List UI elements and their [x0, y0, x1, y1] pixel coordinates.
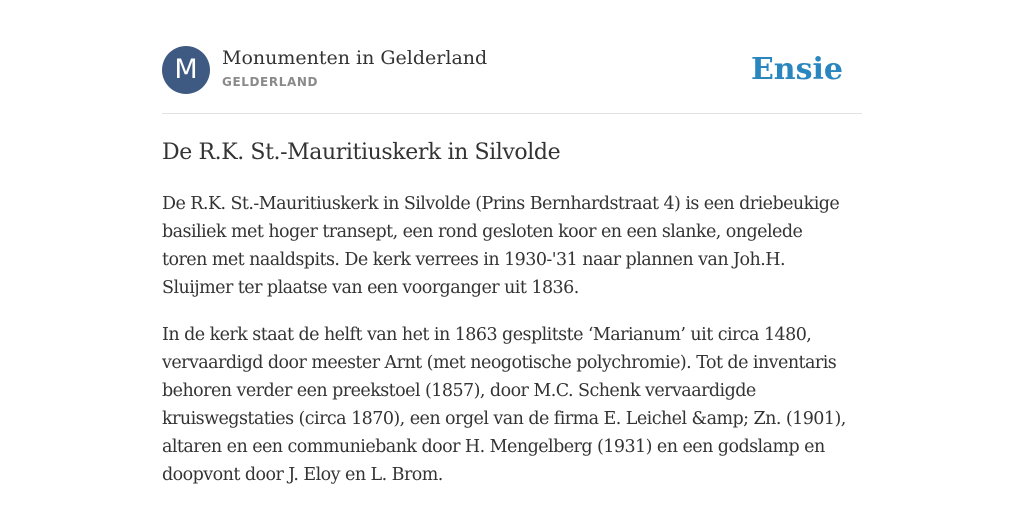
brand-logo[interactable]: Ensie — [750, 52, 843, 87]
text-line: De R.K. St.-Mauritiuskerk in Silvolde (Prins Bernhardstraat 4) is een driebeukige — [162, 194, 840, 214]
header — [162, 46, 862, 96]
text-line: behoren verder een preekstoel (1857), door M.C. Schenk vervaardigde — [162, 381, 756, 401]
divider — [162, 113, 862, 114]
text-line: In de kerk staat de helft van het in 1863 gesplitste ‘Marianum’ uit circa 1480, — [162, 325, 812, 345]
text-line: altaren en een communiebank door H. Mengelberg (1931) en een godslamp en — [162, 437, 825, 457]
avatar[interactable]: M — [162, 46, 210, 94]
paragraph-1 — [162, 190, 862, 302]
paragraph-2 — [162, 321, 862, 489]
text-line: basiliek met hoger transept, een rond gesloten koor en een slanke, ongelede — [162, 222, 803, 242]
text-line: kruiswegstaties (circa 1870), een orgel van de firma E. Leichel &amp; Zn. (1901), — [162, 409, 846, 429]
article-body — [162, 190, 862, 508]
text-line: toren met naaldspits. De kerk verrees in 1930-'31 naar plannen van Joh.H. — [162, 250, 785, 270]
text-line: vervaardigd door meester Arnt (met neogotische polychromie). Tot de inventaris — [162, 353, 837, 373]
text-line: Sluijmer ter plaatse van een voorganger uit 1836. — [162, 278, 579, 298]
page-title: De R.K. St.-Mauritiuskerk in Silvolde — [162, 140, 561, 165]
text-line: doopvont door J. Eloy en L. Brom. — [162, 465, 443, 485]
site-name-link[interactable]: Monumenten in Gelderland — [222, 47, 488, 69]
site-subtitle: GELDERLAND — [222, 75, 319, 89]
